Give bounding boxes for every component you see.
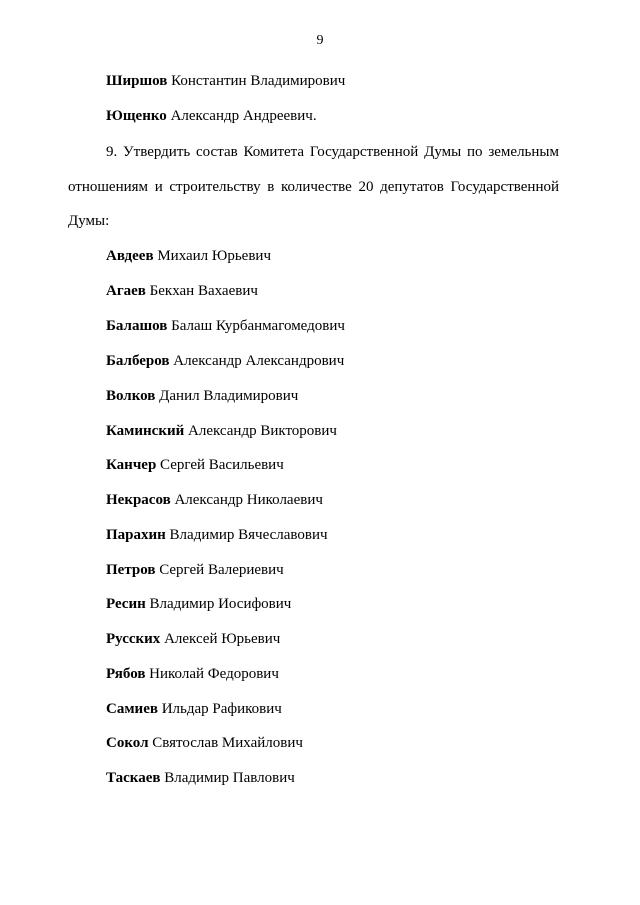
member-surname: Русских — [106, 631, 161, 647]
member-given-name: Данил Владимирович — [159, 388, 299, 404]
committee-member-line — [106, 283, 258, 300]
member-line — [106, 108, 317, 125]
committee-member-line — [106, 527, 328, 544]
member-given-name: Александр Александрович — [173, 353, 345, 369]
member-given-name: Святослав Михайлович — [152, 735, 303, 751]
member-surname: Ресин — [106, 596, 146, 612]
member-given-name: Сергей Васильевич — [160, 457, 284, 473]
member-given-name: Владимир Вячеславович — [169, 527, 328, 543]
committee-member-line — [106, 248, 271, 265]
member-surname: Некрасов — [106, 492, 171, 508]
member-given-name: Сергей Валериевич — [159, 562, 284, 578]
member-surname: Авдеев — [106, 248, 154, 264]
member-surname: Канчер — [106, 457, 157, 473]
member-surname: Ющенко — [106, 108, 167, 124]
member-surname: Агаев — [106, 283, 146, 299]
committee-member-line — [106, 596, 291, 613]
member-surname: Петров — [106, 562, 156, 578]
member-surname: Парахин — [106, 527, 166, 543]
committee-member-line — [106, 318, 345, 335]
member-given-name: Владимир Павлович — [164, 770, 295, 786]
member-line — [106, 73, 345, 90]
resolution-line-1: 9. Утвердить состав Комитета Государственной Думы по земельным — [106, 144, 559, 160]
committee-member-line — [106, 423, 337, 440]
resolution-line-3: Думы: — [68, 213, 110, 229]
committee-member-line — [106, 735, 303, 752]
committee-member-line — [106, 701, 282, 718]
member-surname: Каминский — [106, 423, 185, 439]
member-surname: Ширшов — [106, 73, 168, 89]
committee-member-line — [106, 631, 280, 648]
page-number: 9 — [316, 33, 324, 48]
member-given-name: Михаил Юрьевич — [157, 248, 271, 264]
member-given-name: Балаш Курбанмагомедович — [171, 318, 345, 334]
committee-member-line — [106, 666, 279, 683]
member-given-name: Владимир Иосифович — [149, 596, 292, 612]
committee-member-line — [106, 388, 298, 405]
member-given-name: Бекхан Вахаевич — [149, 283, 258, 299]
member-surname: Рябов — [106, 666, 146, 682]
committee-member-line — [106, 353, 344, 370]
member-surname: Сокол — [106, 735, 149, 751]
member-surname: Волков — [106, 388, 156, 404]
member-surname: Балберов — [106, 353, 170, 369]
resolution-line-2: отношениям и строительству в количестве 20 депутатов Государственной — [68, 179, 559, 195]
member-surname: Таскаев — [106, 770, 161, 786]
member-given-name: Александр Викторович — [188, 423, 337, 439]
member-surname: Балашов — [106, 318, 168, 334]
committee-member-line — [106, 770, 295, 787]
member-given-name: Константин Владимирович — [171, 73, 346, 89]
member-given-name: Ильдар Рафикович — [161, 701, 282, 717]
committee-member-line — [106, 457, 284, 474]
committee-member-line — [106, 562, 284, 579]
member-given-name: Александр Николаевич — [174, 492, 323, 508]
member-given-name: Алексей Юрьевич — [164, 631, 281, 647]
member-given-name: Николай Федорович — [149, 666, 279, 682]
committee-member-line — [106, 492, 323, 509]
member-given-name: Александр Андреевич. — [170, 108, 317, 124]
member-surname: Самиев — [106, 701, 158, 717]
